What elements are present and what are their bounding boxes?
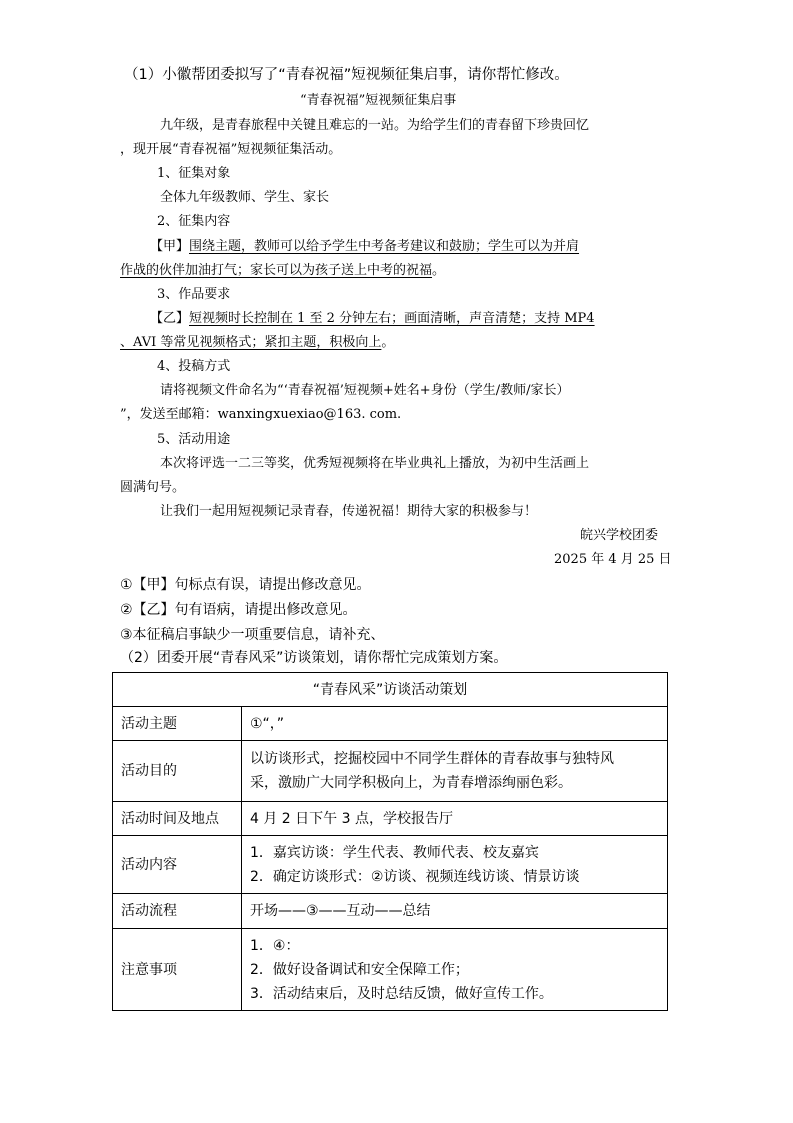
row-content-line: ①“，”	[250, 715, 285, 732]
usage-line: 本次将评选一二三等奖，优秀短视频将在毕业典礼上播放，为初中生活画上	[160, 456, 590, 471]
jia-end-punct: 。	[432, 263, 446, 278]
table-row	[113, 836, 668, 894]
row-content-line: 3．活动结束后，及时总结反馈，做好宣传工作。	[250, 985, 553, 1002]
notice-heading-2: 2、征集内容	[157, 214, 231, 229]
row-label: 活动内容	[113, 836, 242, 894]
table-row	[113, 741, 668, 802]
submission-line: 请将视频文件命名为“‘青春祝福’短视频+姓名+身份（学生/教师/家长）	[160, 383, 570, 398]
yi-underlined-text: 、AVI 等常见视频格式；紧扣主题，积极向上	[120, 335, 382, 350]
yi-sentence-line	[150, 310, 595, 328]
notice-heading-1: 1、征集对象	[157, 166, 231, 181]
row-content	[242, 707, 668, 741]
row-content	[242, 929, 668, 1011]
row-content-line: 4 月 2 日下午 3 点，学校报告厅	[250, 810, 453, 827]
notice-text: 全体九年级教师、学生、家长	[160, 190, 330, 205]
notice-heading-5: 5、活动用途	[157, 432, 231, 447]
notice-title: “青春祝福”短视频征集启事	[300, 93, 457, 108]
row-content-line: 开场——③——互动——总结	[250, 903, 431, 919]
table-title-row	[113, 673, 668, 707]
table-title: “青春风采”访谈活动策划	[113, 673, 668, 707]
question-1: ①【甲】句标点有误，请提出修改意见。	[120, 577, 371, 593]
row-label: 活动时间及地点	[113, 802, 242, 836]
notice-paragraph-line: 九年级，是青春旅程中关键且难忘的一站。为给学生们的青春留下珍贵回忆	[160, 118, 590, 133]
row-content	[242, 836, 668, 894]
jia-underlined-text: 围绕主题，教师可以给予学生中考备考建议和鼓励；学生可以为并肩	[189, 239, 580, 254]
yi-marker: 【乙】	[150, 311, 190, 326]
row-label: 注意事项	[113, 929, 242, 1011]
row-content-line: 1．嘉宾访谈：学生代表、教师代表、校友嘉宾	[250, 844, 539, 861]
plan-table	[112, 672, 668, 1011]
table-row	[113, 802, 668, 836]
jia-sentence-line	[150, 238, 579, 256]
submission-line: ”，发送至邮箱：wanxingxuexiao@163. com.	[120, 407, 402, 422]
table-row	[113, 707, 668, 741]
table-row	[113, 929, 668, 1011]
notice-heading-4: 4、投稿方式	[157, 359, 231, 374]
row-content-line: 2．做好设备调试和安全保障工作；	[250, 961, 469, 978]
row-label: 活动目的	[113, 741, 242, 802]
notice-date: 2025 年 4 月 25 日	[554, 552, 672, 567]
notice-signature: 皖兴学校团委	[580, 528, 659, 543]
row-content-line: 采，激励广大同学积极向上，为青春增添绚丽色彩。	[250, 775, 572, 791]
row-content	[242, 741, 668, 802]
jia-underlined-text: 作战的伙伴加油打气；家长可以为孩子送上中考的祝福	[120, 263, 433, 278]
row-content-line: 2．确定访谈形式：②访谈、视频连线访谈、情景访谈	[250, 868, 580, 885]
jia-marker: 【甲】	[150, 239, 190, 254]
row-label: 活动流程	[113, 894, 242, 929]
row-content	[242, 802, 668, 836]
yi-sentence-line	[120, 334, 394, 352]
row-label: 活动主题	[113, 707, 242, 741]
notice-closing: 让我们一起用短视频记录青春，传递祝福！期待大家的积极参与！	[160, 504, 538, 519]
notice-heading-3: 3、作品要求	[157, 287, 231, 302]
usage-line: 圆满句号。	[120, 480, 186, 495]
yi-end-punct: 。	[381, 335, 395, 350]
yi-underlined-text: 短视频时长控制在 1 至 2 分钟左右；画面清晰，声音清楚；支持 MP4	[189, 311, 595, 326]
row-content-line: 以访谈形式，挖掘校园中不同学生群体的青春故事与独特风	[250, 751, 614, 767]
question-3: ③本征稿启事缺少一项重要信息，请补充、	[120, 627, 385, 643]
jia-sentence-line	[120, 262, 445, 280]
question-2: ②【乙】句有语病，请提出修改意见。	[120, 602, 357, 618]
table-row	[113, 894, 668, 929]
row-content-line: 1．④：	[250, 937, 300, 954]
q2-intro: （2）团委开展“青春风采”访谈策划，请你帮忙完成策划方案。	[120, 650, 508, 666]
notice-paragraph-line: ，现开展“青春祝福”短视频征集活动。	[120, 142, 342, 157]
row-content	[242, 894, 668, 929]
q1-intro: （1）小徽帮团委拟写了“青春祝福”短视频征集启事，请你帮忙修改。	[124, 67, 569, 83]
